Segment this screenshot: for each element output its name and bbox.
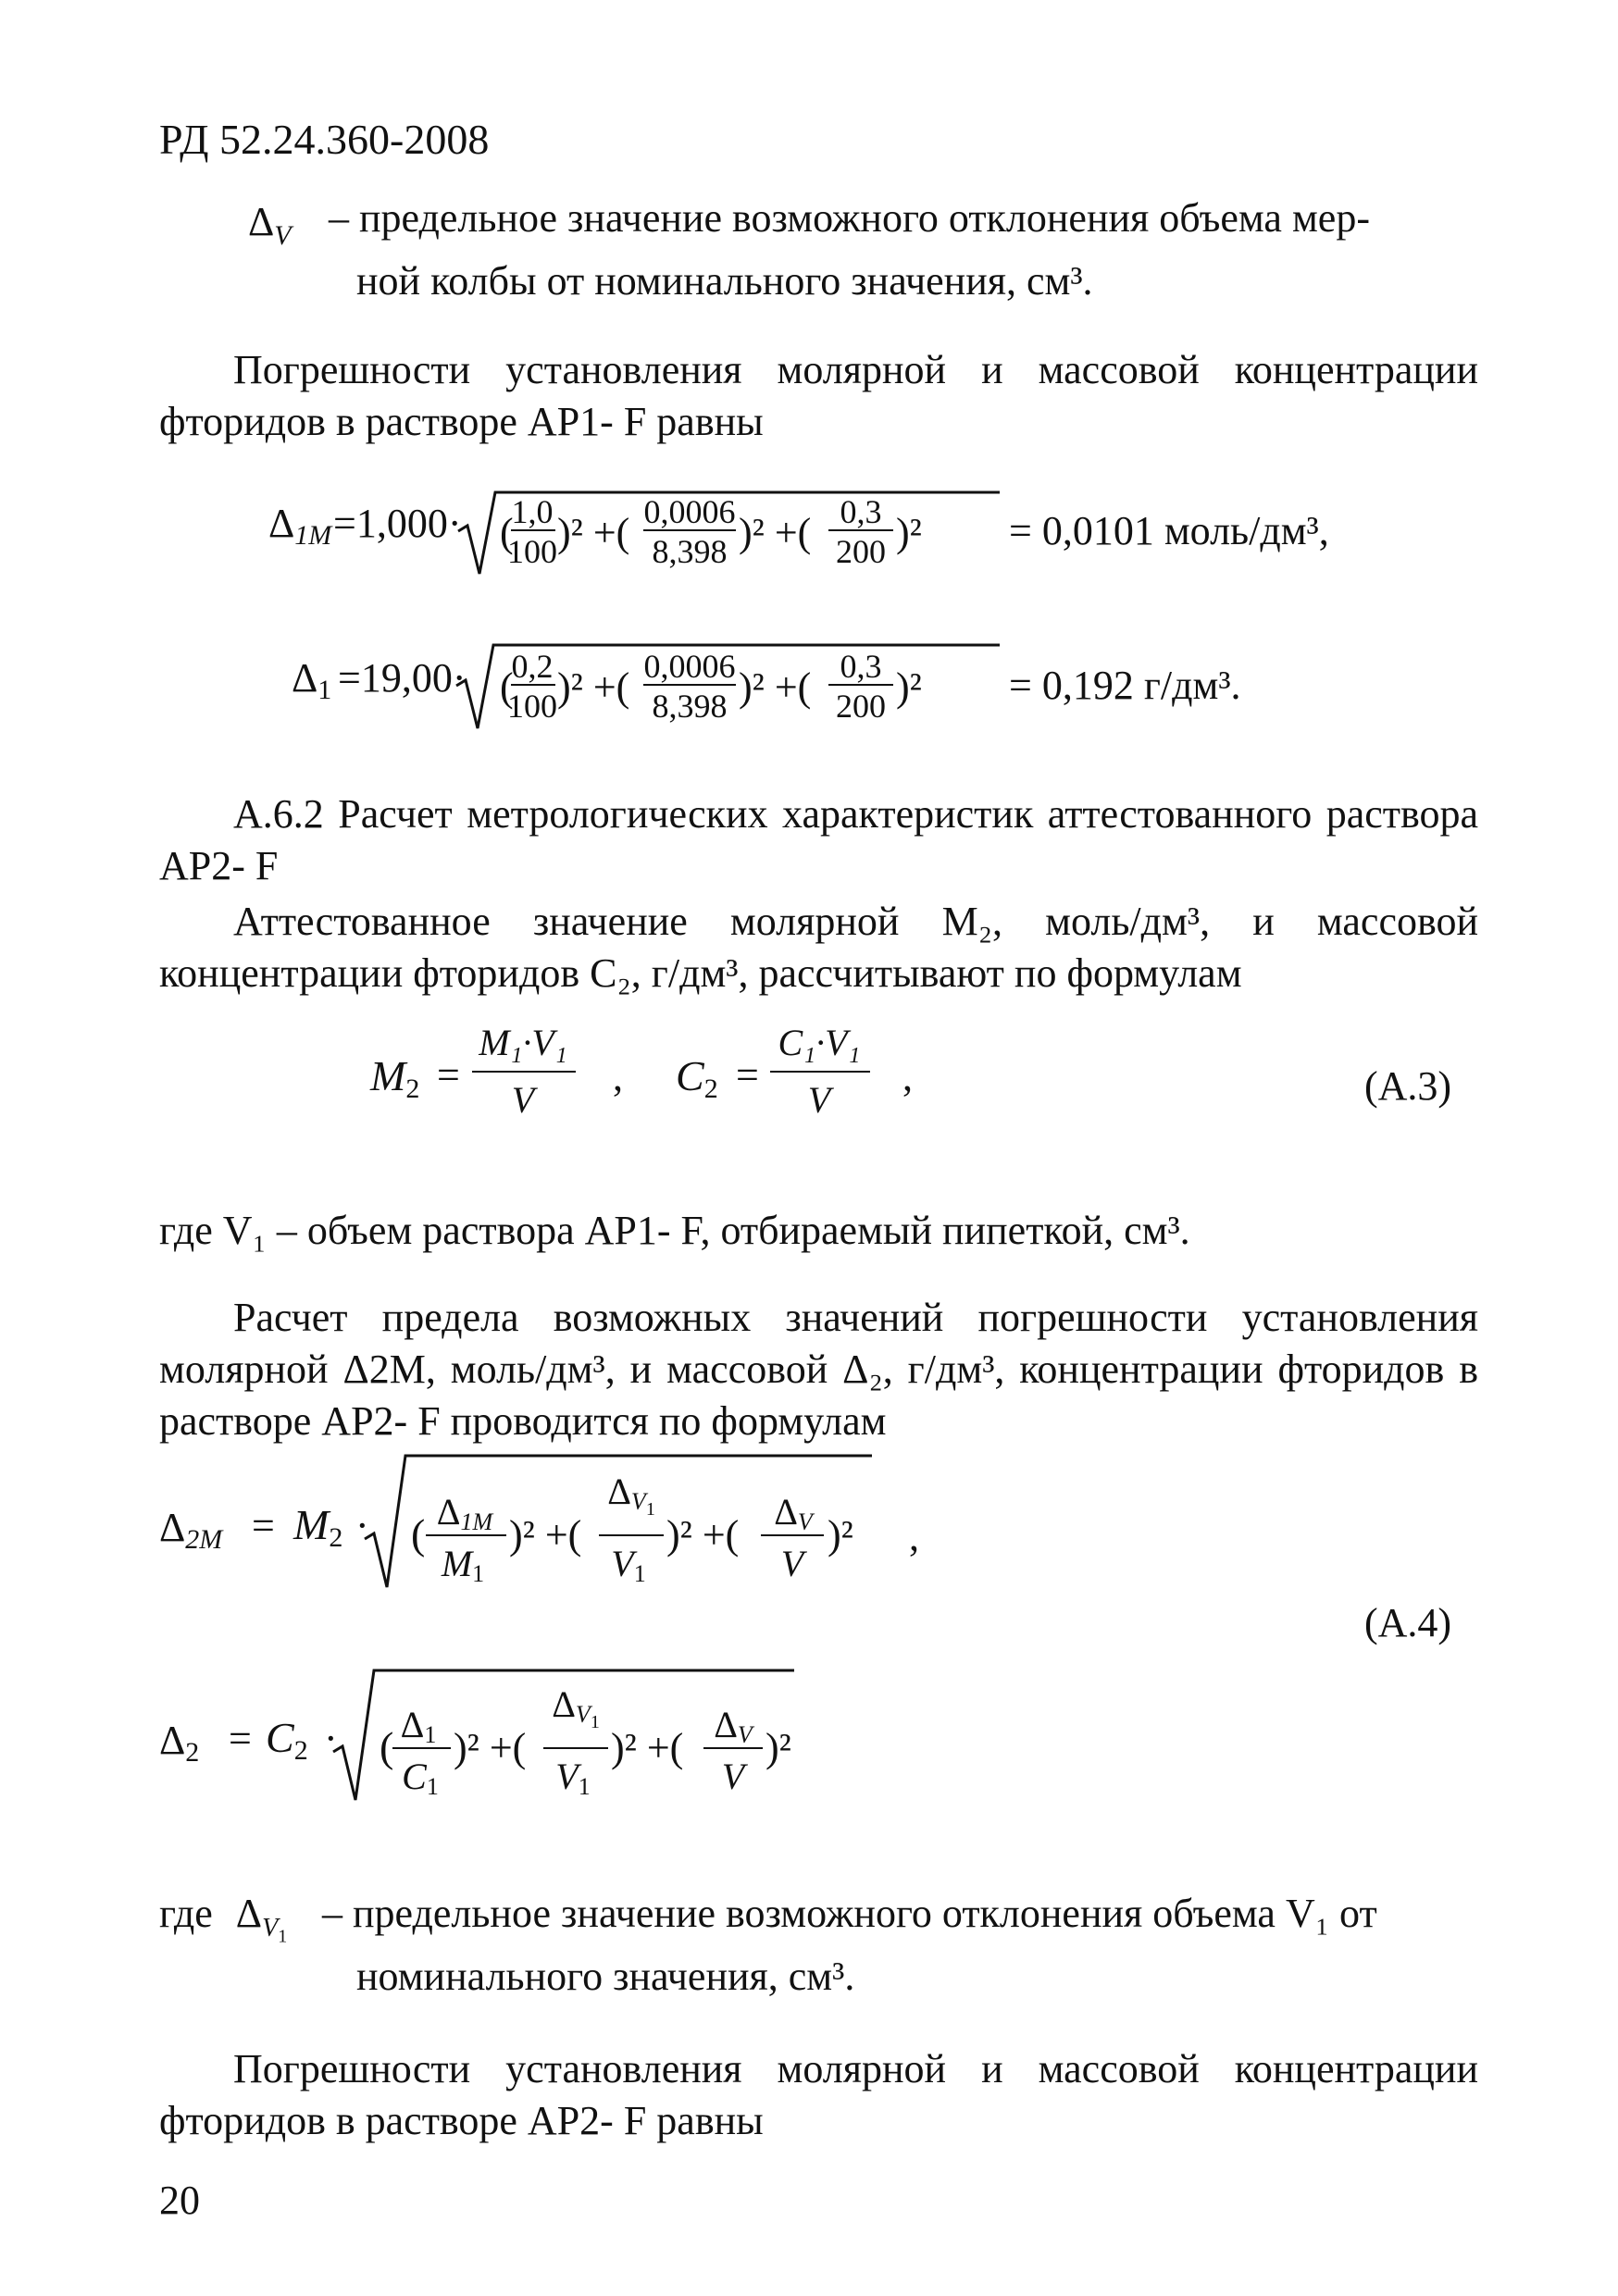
eq2-t3-num: 0,3 <box>840 648 882 685</box>
definition-v1: где V₁ – объем раствора АР1- F, отбираемый пипеткой, см³. <box>159 1208 1190 1253</box>
equation-label-a4: (А.4) <box>1364 1600 1452 1645</box>
equation-delta-1 <box>292 634 1402 736</box>
document-id: РД 52.24.360-2008 <box>159 116 490 163</box>
a3-c2: C <box>676 1052 704 1099</box>
svg-text:Δ1M: Δ1M <box>436 1491 493 1535</box>
svg-text:C2: C2 <box>266 1714 308 1766</box>
a3-den1: V <box>511 1079 535 1121</box>
svg-text:)²: )² <box>765 1725 791 1770</box>
svg-text:,: , <box>613 1054 623 1099</box>
svg-text:)²: )² <box>828 1512 853 1558</box>
svg-text:=: = <box>229 1716 252 1761</box>
svg-text:·: · <box>324 1716 338 1761</box>
svg-text:Δ1: Δ1 <box>400 1704 437 1748</box>
eq2-result: = 0,192 г/дм³. <box>1009 663 1241 708</box>
section-heading-a62: А.6.2 Расчет метрологических характеристик аттестованного раствора АР2- F <box>159 791 1478 888</box>
svg-text:·: · <box>355 1503 369 1548</box>
svg-text:)² +(: )² +( <box>557 510 630 555</box>
a3-num2: C₁·V₁ <box>778 1022 861 1063</box>
a3-num1: M₁·V₁ <box>479 1022 567 1063</box>
delta-v1-definition-line2: номинального значения, см³. <box>356 1954 855 1999</box>
svg-text:(: ( <box>500 664 514 710</box>
equation-delta-1m-svg <box>268 481 1472 583</box>
svg-text:)² +(: )² +( <box>509 1512 582 1558</box>
eq1-t3-num: 0,3 <box>840 493 882 530</box>
svg-text:)² +(: )² +( <box>739 510 812 555</box>
a3-den2: V <box>807 1079 831 1121</box>
svg-text:(: ( <box>500 510 514 555</box>
delta-v1-definition-line1: – предельное значение возможного отклонения объема V₁ от <box>322 1891 1377 1936</box>
eq1-t1-den: 100 <box>507 533 557 570</box>
svg-text:)² +(: )² +( <box>611 1725 684 1770</box>
equation-label-a3: (А.3) <box>1364 1063 1452 1109</box>
eq2-coef: =19,00· <box>338 655 467 701</box>
delta-v-symbol: $\Delta_V$ <box>248 199 292 251</box>
svg-text:M1: M1 <box>441 1543 485 1587</box>
equation-a3 <box>370 1018 1481 1138</box>
svg-text:V1: V1 <box>611 1543 646 1587</box>
delta-v-definition-line2: ной колбы от номинального значения, см³. <box>356 258 1093 304</box>
svg-text:C1: C1 <box>402 1756 439 1800</box>
page-number: 20 <box>159 2178 200 2223</box>
paragraph-errors-ap2: Погрешности установления молярной и массовой концентрации фторидов в растворе АР2- F равны <box>159 2046 1478 2143</box>
eq2-t1-den: 100 <box>507 688 557 725</box>
equation-delta-1-svg <box>292 634 1402 736</box>
svg-text:V: V <box>780 1543 804 1584</box>
eq1-coef: =1,000· <box>333 501 462 546</box>
svg-text:ΔV: ΔV <box>714 1704 753 1748</box>
svg-text:(: ( <box>411 1510 426 1558</box>
eq2-t2-den: 8,398 <box>652 688 728 725</box>
svg-text:)²: )² <box>896 510 922 555</box>
svg-text:=: = <box>437 1052 460 1098</box>
svg-text:ΔV1: ΔV1 <box>607 1471 655 1520</box>
svg-text:Δ2M: Δ2M <box>159 1505 223 1555</box>
svg-text:=: = <box>736 1052 759 1098</box>
svg-text:)²: )² <box>896 664 922 710</box>
svg-text:ΔV1: ΔV1 <box>552 1683 600 1732</box>
svg-text:Δ2: Δ2 <box>159 1718 200 1768</box>
svg-text:Δ1M: Δ1M <box>268 501 332 551</box>
equation-delta-1m <box>268 481 1472 583</box>
svg-text:Δ1: Δ1 <box>292 655 332 705</box>
svg-text:)² +(: )² +( <box>739 664 812 710</box>
eq2-t1-num: 0,2 <box>511 648 554 685</box>
equation-a4-svg <box>159 1439 1483 1846</box>
svg-text:)² +(: )² +( <box>454 1725 527 1770</box>
svg-text:M2: M2 <box>370 1052 420 1104</box>
paragraph-errors-ap1: Погрешности установления молярной и массовой концентрации фторидов в растворе АР1- F равны <box>159 347 1478 444</box>
svg-text:,: , <box>909 1514 919 1559</box>
svg-text:M2: M2 <box>293 1501 343 1553</box>
section-body-a62: Аттестованное значение молярной M₂, моль/дм³, и массовой концентрации фторидов С₂, г/дм³, рассчитывают по формулам <box>159 899 1478 996</box>
svg-text:V: V <box>721 1756 745 1797</box>
svg-text:,: , <box>902 1054 913 1099</box>
svg-text:(: ( <box>380 1723 394 1770</box>
svg-text:ΔV: ΔV <box>774 1491 813 1535</box>
delta-v1-symbol: $\Delta_{V_1}$ <box>235 1891 288 1947</box>
definition-delta-v1-prefix: где $\Delta_{V_1}$ <box>159 1891 288 1947</box>
svg-text:C2: C2 <box>676 1052 718 1104</box>
paragraph-limit-calc: Расчет предела возможных значений погрешности установления молярной Δ2M, моль/дм³, и массовой Δ₂, г/дм³, концентрации фторидов в растворе АР2- F проводится по формулам <box>159 1295 1478 1444</box>
eq1-t3-den: 200 <box>836 533 886 570</box>
eq1-t2-den: 8,398 <box>652 533 728 570</box>
eq2-t3-den: 200 <box>836 688 886 725</box>
svg-text:)² +(: )² +( <box>666 1512 740 1558</box>
delta-v-definition-line1: – предельное значение возможного отклонения объема мер- <box>329 195 1370 241</box>
eq1-t1-num: 1,0 <box>511 493 554 530</box>
svg-text:=: = <box>252 1503 275 1548</box>
eq1-result: = 0,0101 моль/дм³, <box>1009 508 1329 553</box>
equation-a4 <box>159 1439 1483 1846</box>
eq1-lhs: Δ <box>268 501 295 546</box>
equation-a3-svg <box>370 1018 1481 1138</box>
svg-text:V1: V1 <box>555 1756 591 1800</box>
a3-m2: M <box>370 1052 406 1099</box>
eq1-t2-num: 0,0006 <box>643 493 736 530</box>
eq2-t2-num: 0,0006 <box>643 648 736 685</box>
eq2-lhs: Δ <box>292 655 318 701</box>
svg-text:)² +(: )² +( <box>557 664 630 710</box>
